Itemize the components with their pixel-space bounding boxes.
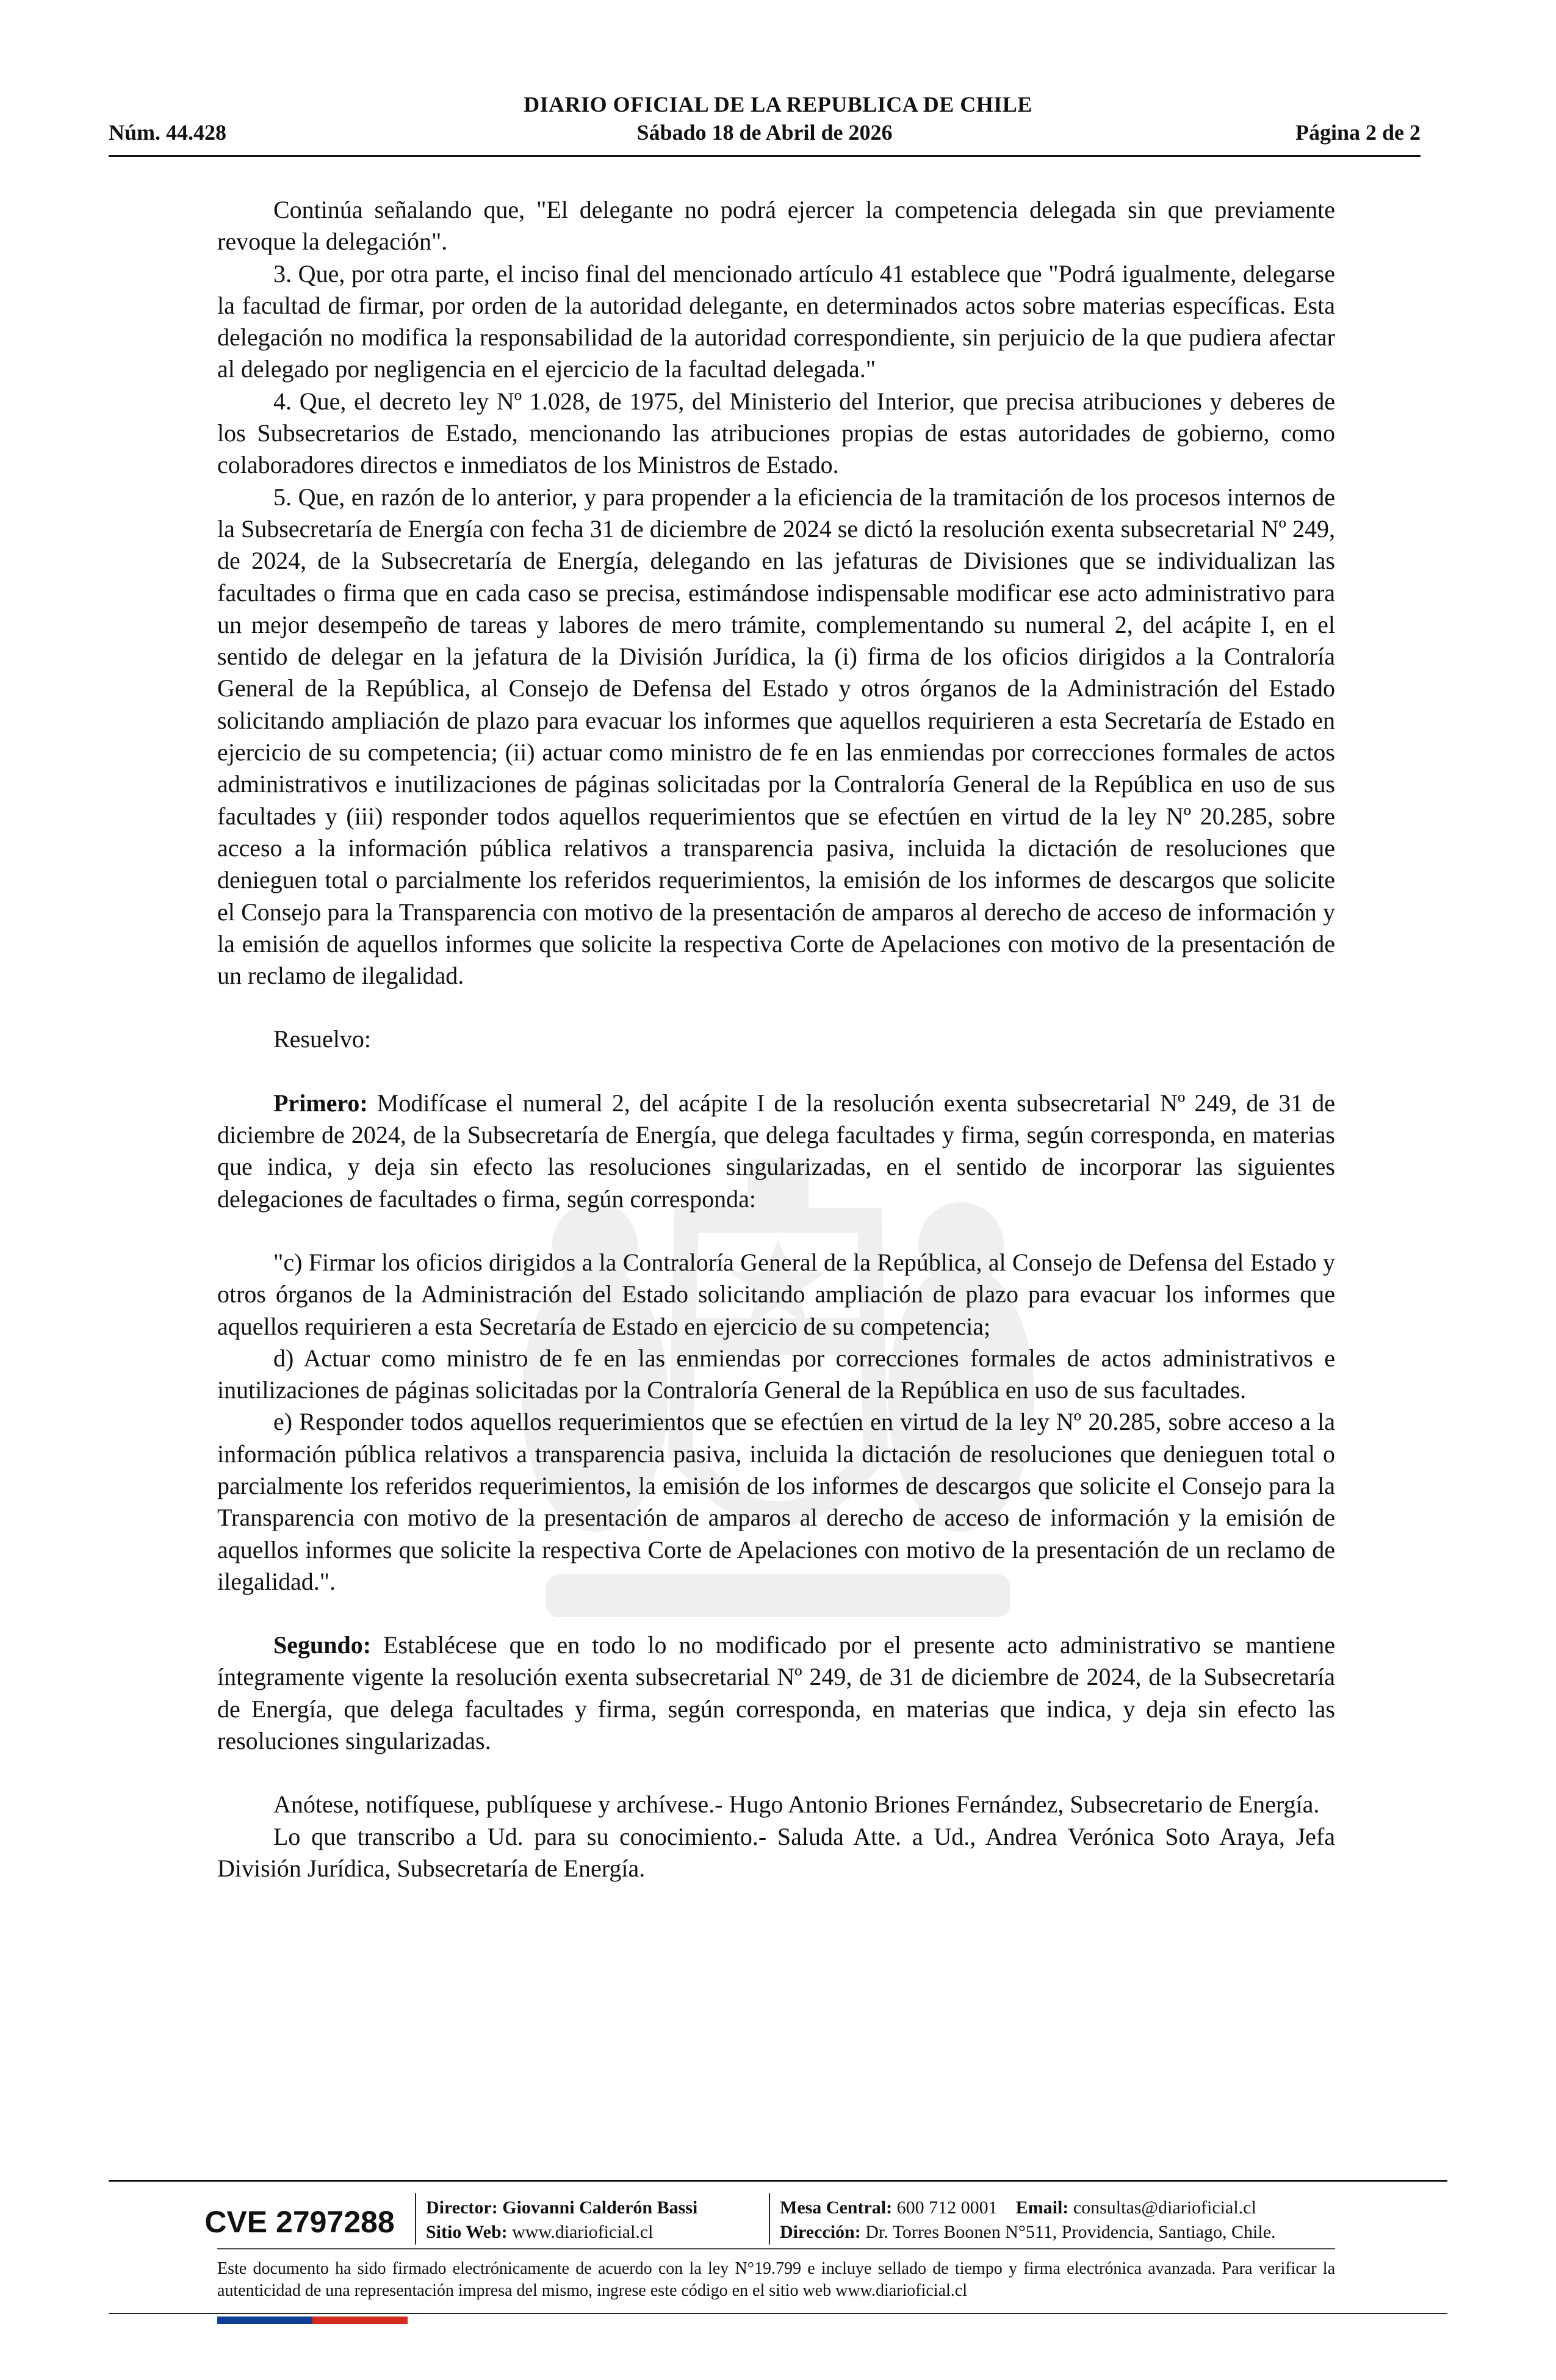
primero-label: Primero:	[273, 1089, 368, 1117]
cve-code: CVE 2797288	[204, 2205, 395, 2239]
director-label: Director:	[426, 2198, 498, 2218]
issue-number: Núm. 44.428	[109, 120, 227, 145]
phone-label: Mesa Central:	[780, 2198, 893, 2218]
flag-red-segment	[312, 2317, 408, 2324]
director-name: Giovanni Calderón Bassi	[502, 2198, 698, 2218]
footer-middle-divider	[217, 2248, 1335, 2249]
segundo-text: Establécese que en todo lo no modificado por el presente acto administrativo se mantiene íntegramente vigente la resolución exenta subsecretarial Nº 249, de 31 de diciembre de 2024, de la Subsecretaría de Energía, que delega facultades y firma, según corresponda, en materias que indica, y deja sin efecto las resoluciones singularizadas.	[217, 1631, 1336, 1755]
closing-signature: Anótese, notifíquese, publíquese y archívese.- Hugo Antonio Briones Fernández, Subsecretario de Energía.	[273, 1790, 1320, 1819]
paragraph-3: 3. Que, por otra parte, el inciso final del mencionado artículo 41 establece que "Podrá igualmente, delegarse la facultad de firmar, por orden de la autoridad delegante, en determinados actos sobre materias específicas. Esta delegación no modifica la responsabilidad de la autoridad correspondiente, sin perjuicio de la que pudiera afectar al delegado por negligencia en el ejercicio de la facultad delegada."	[217, 259, 1335, 383]
footer-contact-block	[780, 2196, 1276, 2245]
segundo-label: Segundo:	[273, 1631, 372, 1659]
item-c: "c) Firmar los oficios dirigidos a la Contraloría General de la República, al Consejo de Defensa del Estado y otros órganos de la Administración del Estado solicitando ampliación de plazo para evacuar los informes que aquellos requirieren a esta Secretaría de Estado en ejercicio de su competencia;	[217, 1248, 1335, 1340]
primero-text: Modifícase el numeral 2, del acápite I de la resolución exenta subsecretarial Nº 249, de 31 de diciembre de 2024, de la Subsecretaría de Energía, que delega facultades y firma, según corresponda, en materias que indica, y deja sin efecto las resoluciones singularizadas, en el sentido de incorporar las siguientes delegaciones de facultades o firma, según corresponda:	[217, 1089, 1336, 1213]
gazette-title: DIARIO OFICIAL DE LA REPUBLICA DE CHILE	[524, 92, 1032, 117]
page-indicator: Página 2 de 2	[1295, 120, 1421, 145]
paragraph-5: 5. Que, en razón de lo anterior, y para propender a la eficiencia de la tramitación de los procesos internos de la Subsecretaría de Energía con fecha 31 de diciembre de 2024 se dictó la resolución exenta subsecretarial Nº 249, de 2024, de la Subsecretaría de Energía, delegando en las jefaturas de Divisiones que se individualizan las facultades o firma que en cada caso se precisa, estimándose indispensable modificar ese acto administrativo para un mejor desempeño de tareas y labores de mero trámite, complementando su numeral 2, del acápite I, en el sentido de delegar en la jefatura de la División Jurídica, la (i) firma de los oficios dirigidos a la Contraloría General de la República, al Consejo de Defensa del Estado y otros órganos de la Administración del Estado solicitando ampliación de plazo para evacuar los informes que aquellos requirieren a esta Secretaría de Estado en ejercicio de su competencia; (ii) actuar como ministro de fe en las enmiendas por correcciones formales de actos administrativos e inutilizaciones de páginas solicitadas por la Contraloría General de la República en uso de sus facultades y (iii) responder todos aquellos requerimientos que se efectúen en virtud de la ley Nº 20.285, sobre acceso a la información pública relativos a transparencia pasiva, incluida la dictación de resoluciones que denieguen total o parcialmente los referidos requerimientos, la emisión de los informes de descargos que solicite el Consejo para la Transparencia con motivo de la presentación de amparos al derecho de acceso de información y la emisión de aquellos informes que solicite la respectiva Corte de Apelaciones con motivo de la presentación de un reclamo de ilegalidad.	[217, 483, 1335, 990]
item-e: e) Responder todos aquellos requerimientos que se efectúen en virtud de la ley Nº 20.285, sobre acceso a la información pública relativos a transparencia pasiva, incluida la dictación de resoluciones que denieguen total o parcialmente los referidos requerimientos, la emisión de los informes de descargos que solicite el Consejo para la Transparencia con motivo de la presentación de amparos al derecho de acceso de información y la emisión de aquellos informes que solicite la respectiva Corte de Apelaciones con motivo de la presentación de un reclamo de ilegalidad.".	[217, 1408, 1335, 1595]
resuelvo-heading: Resuelvo:	[273, 1025, 371, 1053]
document-body	[217, 194, 1335, 1884]
address-text: Dr. Torres Boonen N°511, Providencia, Santiago, Chile.	[865, 2222, 1276, 2242]
closing-transcription: Lo que transcribo a Ud. para su conocimiento.- Saluda Atte. a Ud., Andrea Verónica Soto Araya, Jefa División Jurídica, Subsecretaría de Energía.	[217, 1822, 1335, 1882]
email-label: Email:	[1015, 2198, 1069, 2218]
chile-flag-strip	[217, 2317, 408, 2324]
footer-top-divider	[109, 2180, 1447, 2182]
footer-separator-1	[415, 2193, 416, 2245]
footer-bottom-divider	[109, 2313, 1447, 2314]
header-row	[109, 120, 1421, 150]
email-link[interactable]: consultas@diarioficial.cl	[1073, 2198, 1256, 2218]
website-label: Sitio Web:	[426, 2222, 508, 2242]
flag-blue-segment	[217, 2317, 312, 2324]
phone-number: 600 712 0001	[896, 2198, 998, 2218]
item-d: d) Actuar como ministro de fe en las enmiendas por correcciones formales de actos administrativos e inutilizaciones de páginas solicitadas por la Contraloría General de la República en uso de sus facultades.	[217, 1344, 1335, 1404]
primero-clause	[217, 1087, 1335, 1215]
website-link[interactable]: www.diarioficial.cl	[512, 2222, 654, 2242]
footer-separator-2	[769, 2193, 770, 2245]
segundo-clause	[217, 1629, 1335, 1757]
paragraph-delegation-note: Continúa señalando que, "El delegante no podrá ejercer la competencia delegada sin que previamente revoque la delegación".	[217, 196, 1335, 256]
address-label: Dirección:	[780, 2222, 861, 2242]
paragraph-4: 4. Que, el decreto ley Nº 1.028, de 1975, del Ministerio del Interior, que precisa atribuciones y deberes de los Subsecretarios de Estado, mencionando las atribuciones propias de estas autoridades de gobierno, como colaboradores directos e inmediatos de los Ministros de Estado.	[217, 387, 1335, 479]
legal-notice: Este documento ha sido firmado electrónicamente de acuerdo con la ley N°19.799 e incluye sellado de tiempo y firma electrónica avanzada. Para verificar la autenticidad de una representación impresa del mismo, ingrese este código en el sitio web www.diarioficial.cl	[217, 2259, 1335, 2300]
footer-director-block	[426, 2196, 697, 2245]
issue-date: Sábado 18 de Abril de 2026	[636, 120, 893, 145]
header-divider	[109, 155, 1421, 157]
